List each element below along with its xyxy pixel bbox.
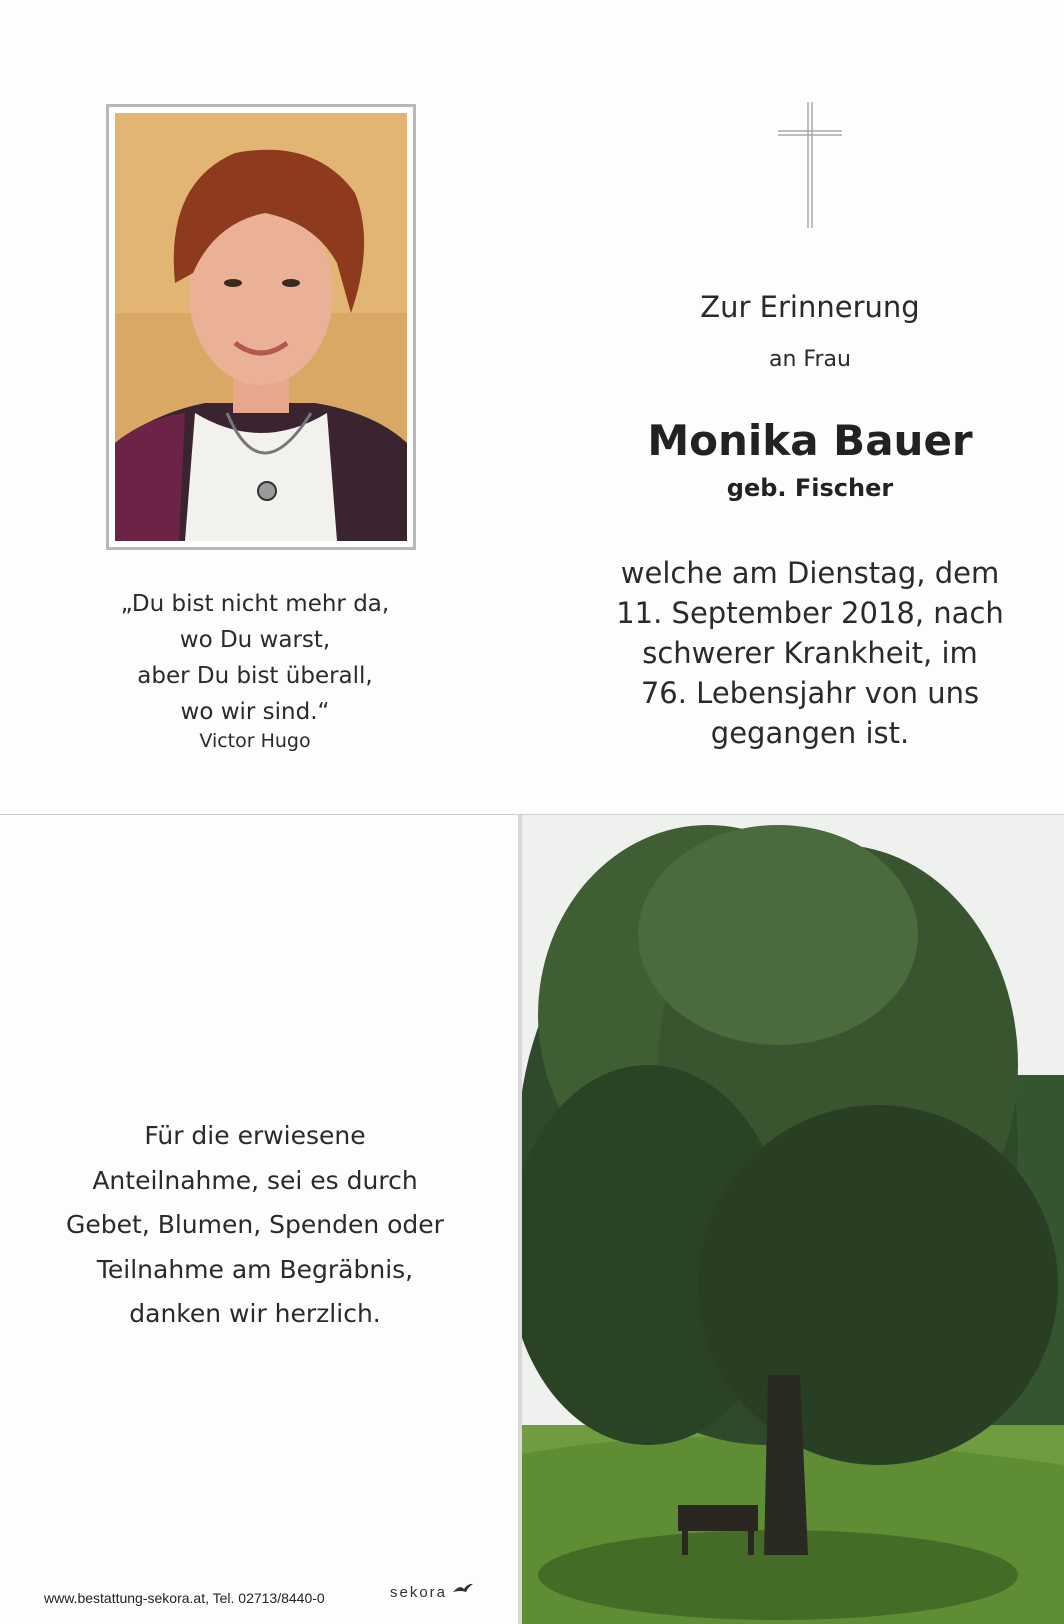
logo-text: sekora [390, 1584, 448, 1601]
quote-line: aber Du bist überall, [137, 663, 373, 689]
thanks-line: Gebet, Blumen, Spenden oder [66, 1210, 444, 1239]
death-notice-line: welche am Dienstag, dem [620, 556, 1000, 590]
death-notice-text [580, 553, 1040, 753]
death-notice-line: gegangen ist. [710, 716, 910, 750]
cross-icon [770, 100, 850, 230]
thanks-text [40, 1114, 470, 1337]
deceased-name: Monika Bauer [647, 416, 973, 465]
funeral-home-contact: www.bestattung-sekora.at, Tel. 02713/8440-0 [44, 1590, 325, 1606]
maiden-name: geb. Fischer [726, 474, 894, 502]
quote-author: Victor Hugo [199, 730, 311, 752]
death-notice-line: 76. Lebensjahr von uns [640, 676, 980, 710]
thanks-line: Anteilnahme, sei es durch [92, 1165, 418, 1195]
quote [40, 586, 470, 730]
salutation: an Frau [769, 347, 851, 372]
funeral-home-logo [390, 1582, 480, 1614]
death-notice-line: schwerer Krankheit, im [642, 636, 978, 670]
thanks-line: Teilnahme am Begräbnis, [96, 1254, 414, 1284]
memorial-title: Zur Erinnerung [700, 290, 920, 324]
death-notice-line: 11. September 2018, nach [616, 596, 1004, 630]
thanks-line: Für die erwiesene [144, 1121, 366, 1150]
thanks-line: danken wir herzlich. [129, 1299, 381, 1328]
quote-line: wo Du warst, [179, 627, 331, 653]
portrait-photo [115, 113, 407, 541]
portrait-frame [106, 104, 416, 550]
quote-line: wo wir sind.“ [180, 699, 330, 725]
bird-icon [452, 1582, 474, 1596]
quote-line: „Du bist nicht mehr da, [120, 591, 390, 617]
tree-photo [518, 815, 1064, 1624]
